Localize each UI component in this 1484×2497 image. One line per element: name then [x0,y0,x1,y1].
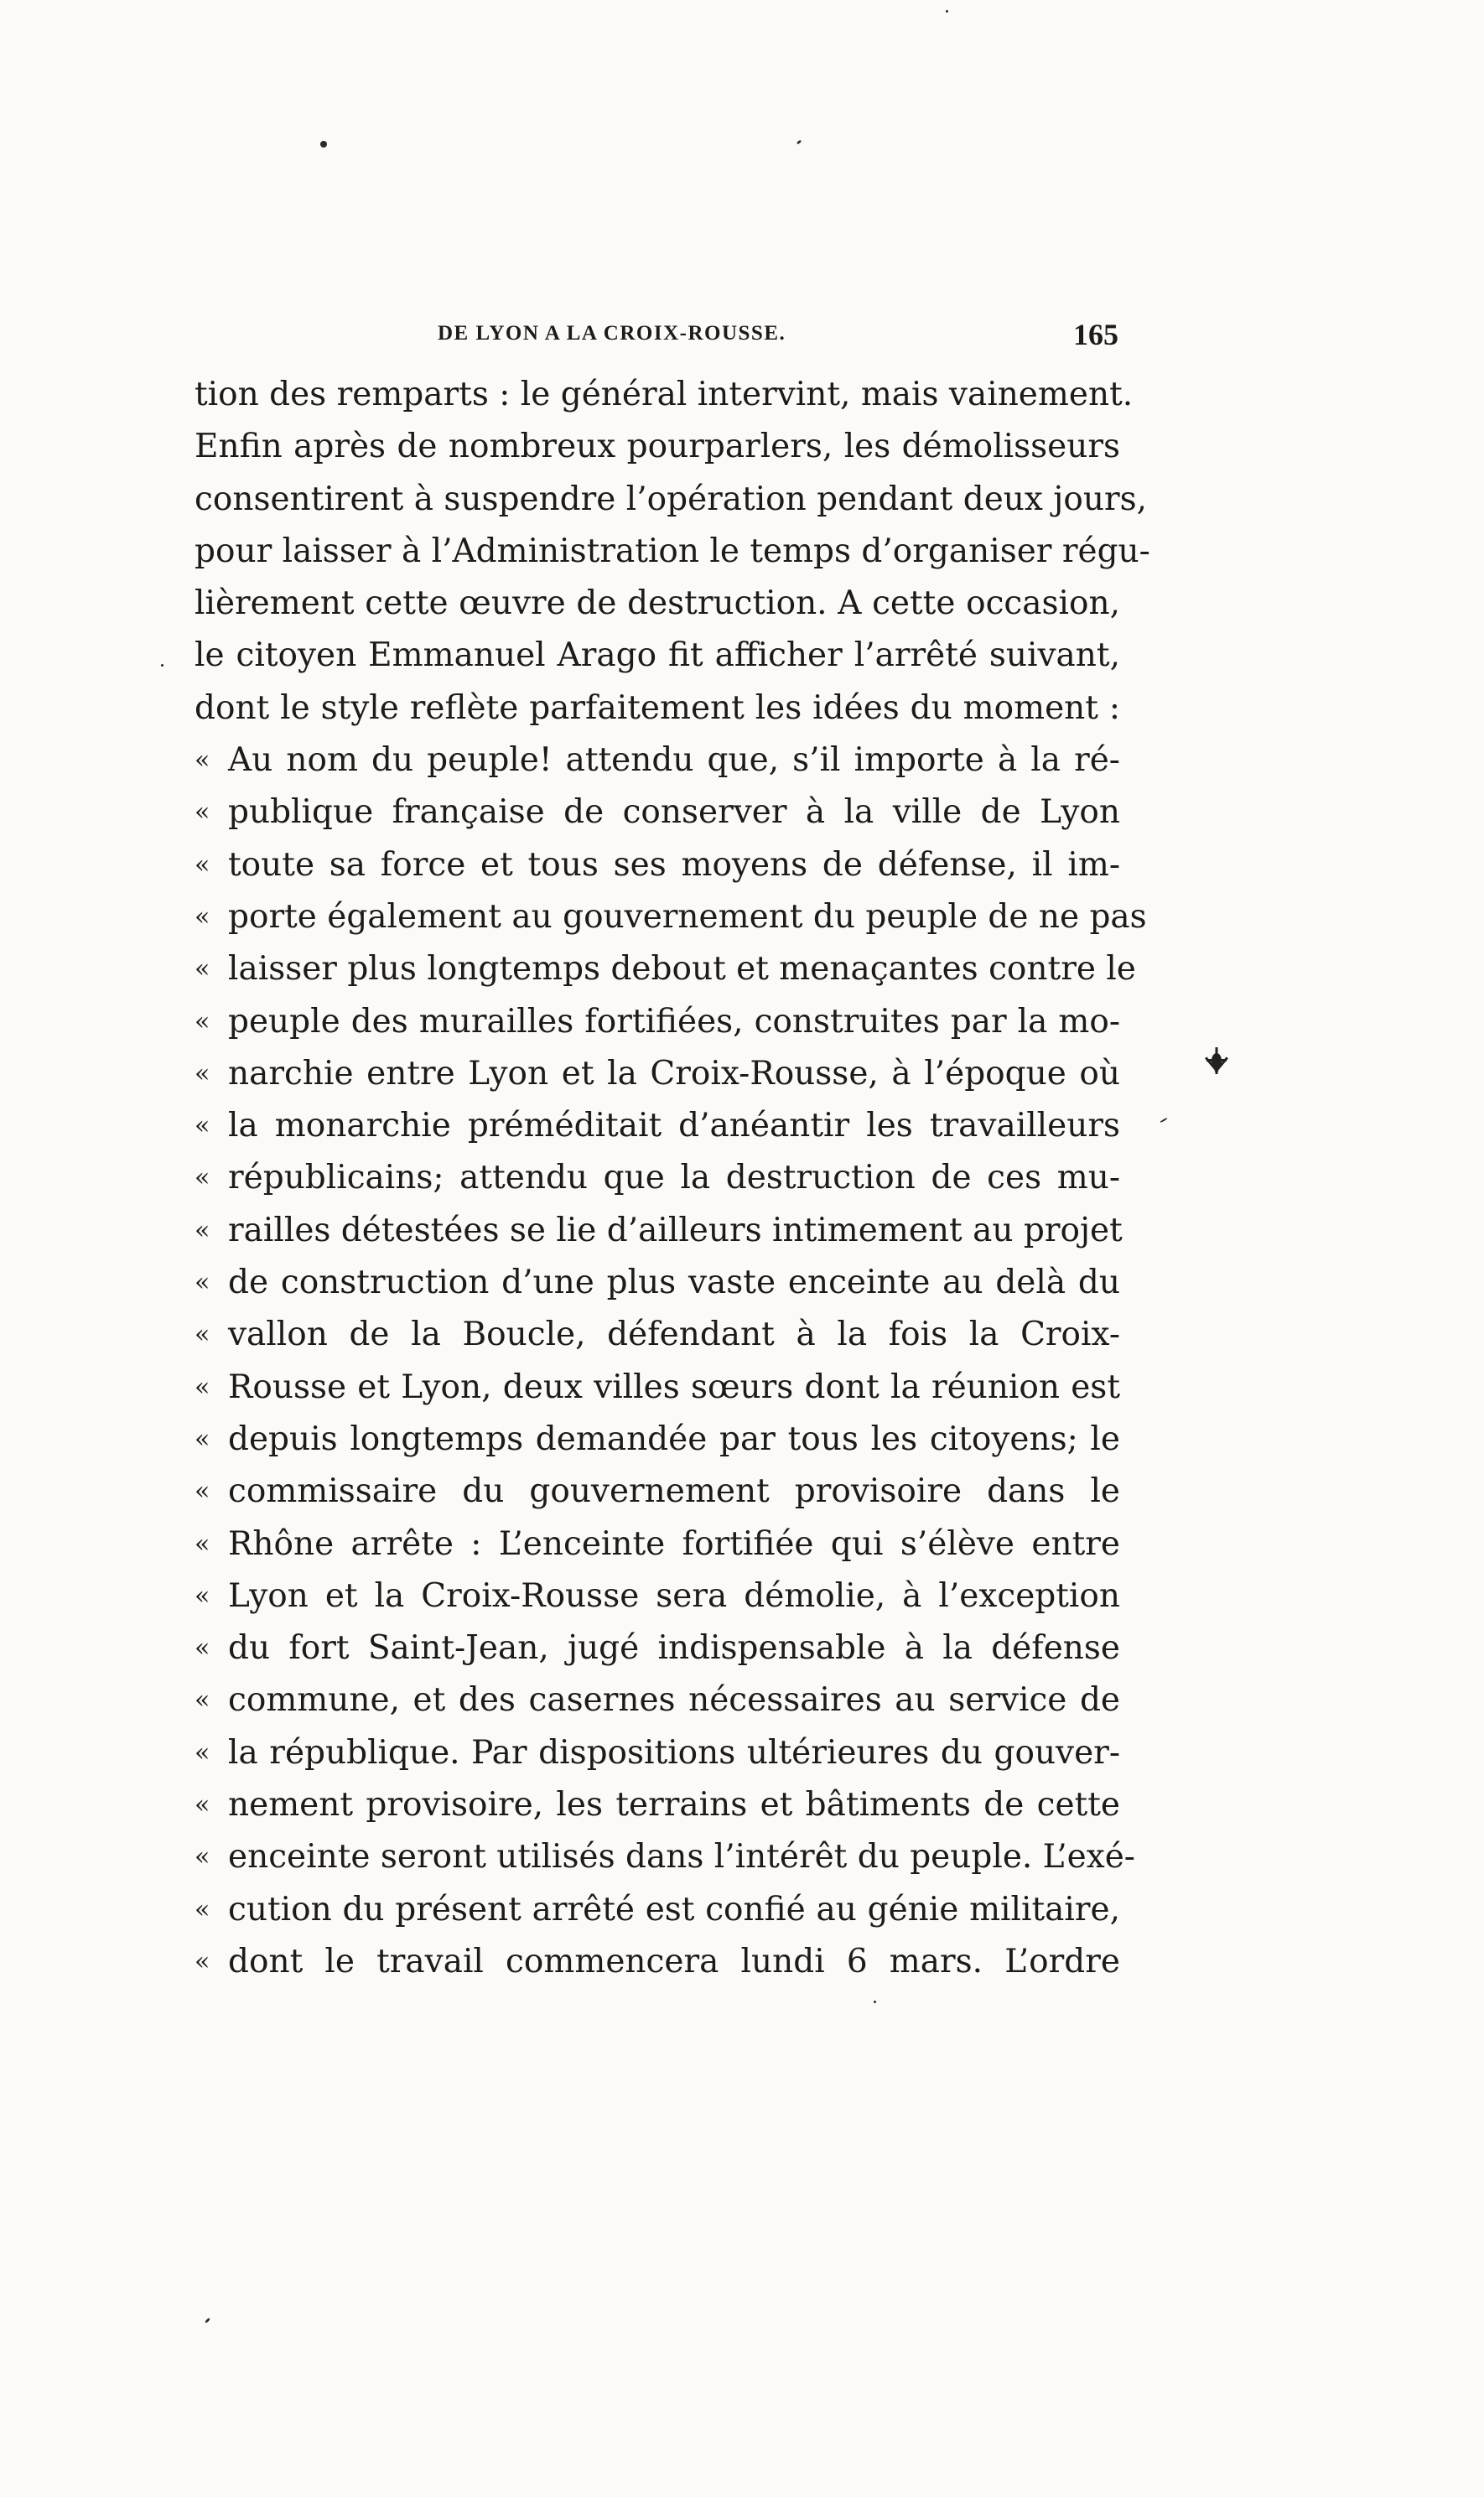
line-text: nement provisoire, les terrains et bâtiments de cette [228,1786,1120,1825]
quote-mark: « [195,1842,210,1872]
line-text: la république. Par dispositions ultérieures du gouver- [228,1733,1120,1772]
line-text: depuis longtemps demandée par tous les citoyens; le [228,1420,1120,1458]
paper-speck [796,139,802,144]
text-line [195,1362,1120,1414]
line-text: dont le style reflète parfaitement les idées du moment : [195,688,1120,727]
quote-mark: « [195,1424,210,1454]
quote-mark: « [195,901,210,932]
line-text: Lyon et la Croix-Rousse sera démolie, à l’exception [228,1576,1120,1615]
line-text: pour laisser à l’Administration le temps d’organiser régu- [195,532,1150,570]
text-line [195,421,1120,473]
text-line [195,1100,1120,1152]
text-line [195,1831,1135,1883]
text-line [195,578,1120,630]
quote-mark: « [195,1163,210,1193]
quote-mark: « [195,1268,210,1298]
line-text: commune, et des casernes nécessaires au service de [228,1681,1120,1720]
text-line [195,1414,1120,1466]
quote-mark: « [195,745,210,776]
text-line [195,996,1120,1048]
text-line [195,1779,1120,1831]
quote-mark: « [195,1320,210,1350]
quote-mark: « [195,1006,210,1036]
line-text: républicains; attendu que la destruction de ces mu- [228,1159,1120,1197]
text-line [195,1257,1120,1309]
line-text: porte également au gouvernement du peuple de ne pas [228,897,1147,936]
line-text: toute sa force et tous ses moyens de défense, il im- [228,845,1120,884]
text-line [195,1205,1123,1257]
body-text [195,369,1150,1988]
line-text: de construction d’une plus vaste enceinte au delà du [228,1264,1120,1302]
quote-mark: « [195,1529,210,1559]
quote-mark: « [195,1737,210,1768]
text-line [195,786,1120,838]
quote-mark: « [195,797,210,828]
paper-speck [1160,1118,1168,1124]
line-text: tion des remparts : le général intervint, mais vainement. [195,376,1134,413]
paper-speck [946,10,948,13]
line-text: dont le travail commencera lundi 6 mars. L’ordre [228,1942,1120,1980]
text-line [195,1884,1120,1936]
text-line [195,943,1136,995]
quote-mark: « [195,1477,210,1507]
line-text: la monarchie préméditait d’anéantir les travailleurs [228,1107,1120,1145]
line-text: Au nom du peuple! attendu que, s’il importe à la ré- [228,741,1120,780]
line-text: du fort Saint-Jean, jugé indispensable à la défense [228,1629,1120,1668]
line-text: vallon de la Boucle, défendant à la fois la Croix- [228,1316,1120,1354]
text-line [195,474,1148,526]
text-line [195,839,1120,891]
page-header [195,317,1118,354]
line-text: laisser plus longtemps debout et menaçantes contre le [228,950,1136,989]
line-text: enceinte seront utilisés dans l’intérêt du peuple. L’exé- [228,1838,1135,1877]
quote-mark: « [195,1581,210,1611]
paper-speck [320,141,327,148]
asterisk-ornament-icon [1205,1047,1228,1074]
quote-mark: « [195,1946,210,1976]
line-text: Rousse et Lyon, deux villes sœurs dont la réunion est [228,1368,1120,1406]
quote-mark: « [195,1633,210,1664]
quote-mark: « [195,954,210,984]
text-line [195,1152,1120,1204]
quote-mark: « [195,1685,210,1716]
line-text: publique française de conserver à la ville de Lyon [228,793,1120,832]
text-line [195,1518,1120,1570]
page-number: 165 [1073,318,1118,351]
paper-speck [205,2318,210,2323]
line-text: le citoyen Emmanuel Arago fit afficher l’arrêté suivant, [195,636,1120,675]
quote-mark: « [195,1790,210,1820]
line-text: Enfin après de nombreux pourparlers, les démolisseurs [195,428,1120,466]
text-line [195,735,1120,786]
text-line [195,891,1147,943]
quote-mark: « [195,1894,210,1924]
line-text: commissaire du gouvernement provisoire dans le [228,1472,1120,1511]
quote-mark: « [195,1372,210,1402]
text-line [195,526,1150,578]
text-line [195,369,1134,421]
line-text: narchie entre Lyon et la Croix-Rousse, à l’époque où [228,1054,1120,1093]
quote-mark: « [195,1058,210,1088]
text-line [195,1048,1120,1100]
line-text: railles détestées se lie d’ailleurs intimement au projet [228,1211,1123,1249]
text-line [195,1570,1120,1622]
paper-speck [161,664,163,667]
quote-mark: « [195,1215,210,1245]
text-line [195,1309,1120,1361]
line-text: cution du présent arrêté est confié au génie militaire, [228,1890,1120,1929]
text-line [195,1936,1120,1988]
line-text: lièrement cette œuvre de destruction. A cette occasion, [195,584,1120,623]
text-line [195,1466,1120,1518]
text-line [195,630,1120,682]
text-line [195,1622,1120,1674]
line-text: consentirent à suspendre l’opération pendant deux jours, [195,480,1148,518]
text-line [195,1727,1120,1779]
quote-mark: « [195,1111,210,1141]
running-head: DE LYON A LA CROIX-ROUSSE. [438,322,786,345]
quote-mark: « [195,849,210,880]
text-line [195,683,1120,735]
text-line [195,1674,1120,1726]
paper-speck [874,2001,876,2003]
line-text: Rhône arrête : L’enceinte fortifiée qui s’élève entre [228,1524,1120,1563]
line-text: peuple des murailles fortifiées, construites par la mo- [228,1002,1120,1041]
